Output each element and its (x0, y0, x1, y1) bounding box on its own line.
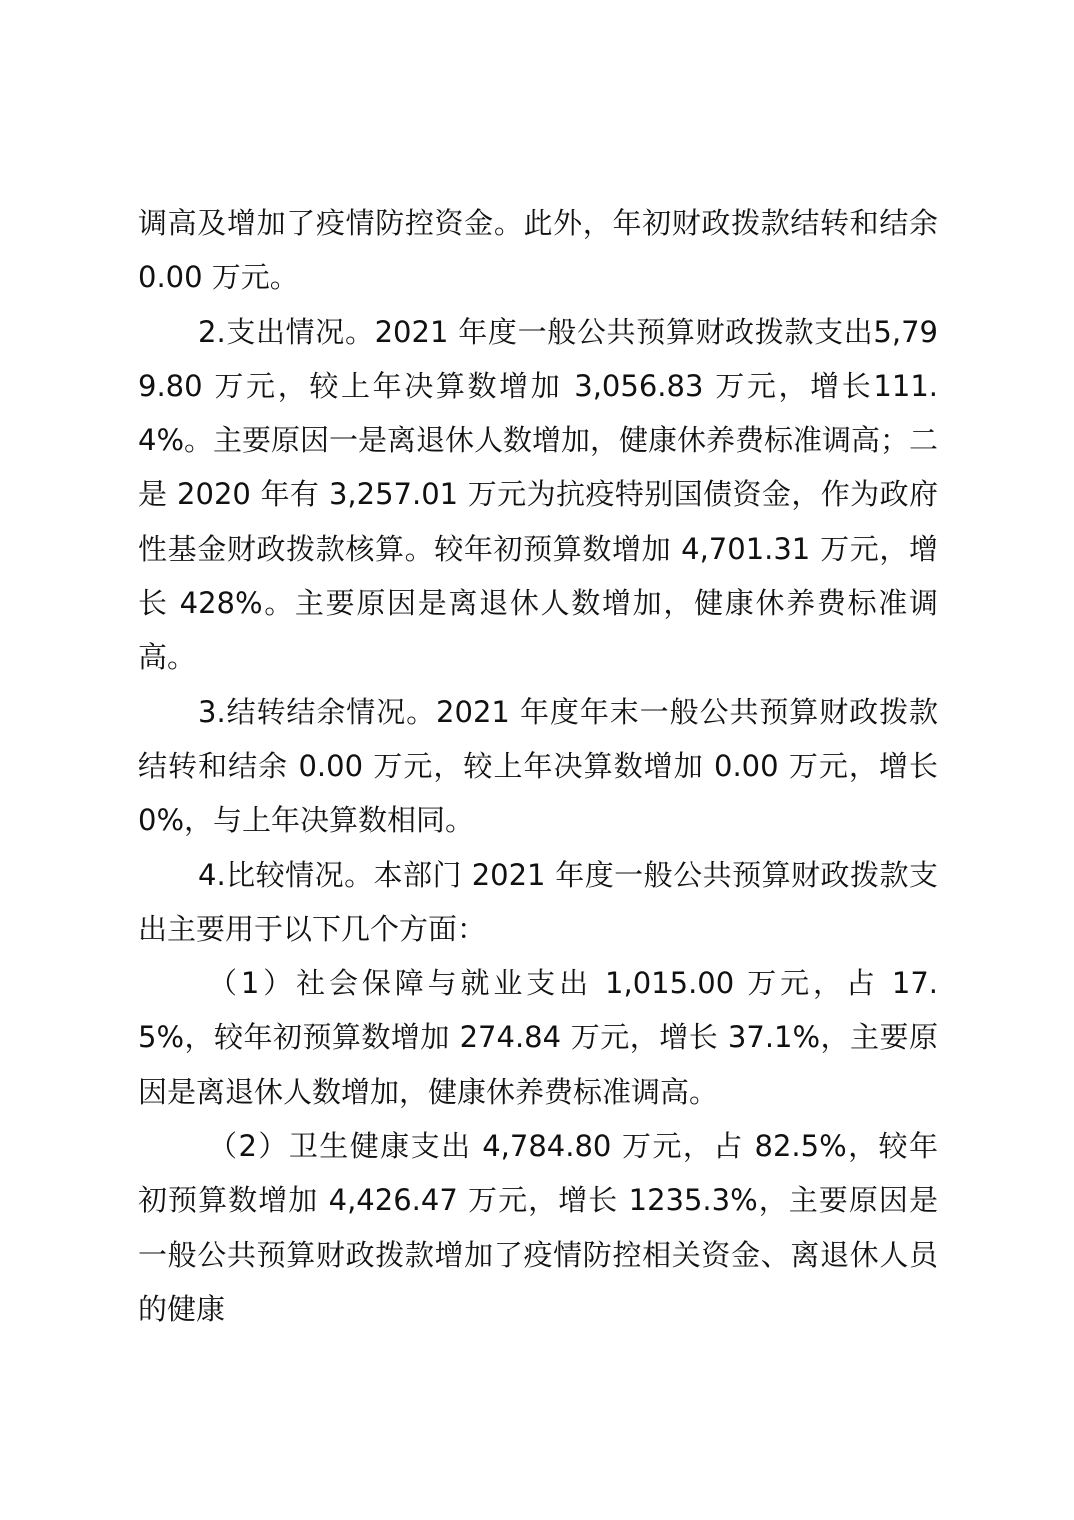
paragraph-funding-continuation: 调高及增加了疫情防控资金。此外，年初财政拨款结转和结余0.00 万元。 (138, 206, 938, 295)
paragraph-comparison: 4.比较情况。本部门 2021 年度一般公共预算财政拨款支出主要用于以下几个方面： (138, 857, 938, 946)
paragraph-carryover: 3.结转结余情况。2021 年度年末一般公共预算财政拨款结转和结余 0.00 万元，较上年决算数增加 0.00 万元，增长0%，与上年决算数相同。 (138, 694, 938, 838)
paragraph-health: （2）卫生健康支出 4,784.80 万元，占 82.5%，较年初预算数增加 4,426.47 万元，增长 1235.3%，主要原因是一般公共预算财政拨款增加了疫情防控相关资金、离退休人员的健康 (138, 1129, 938, 1326)
paragraph-expenditure: 2.支出情况。2021 年度一般公共预算财政拨款支出5,799.80 万元，较上年决算数增加 3,056.83 万元，增长111.4%。主要原因一是离退休人数增加，健康休养费标准调高；二是 2020 年有 3,257.01 万元为抗疫特别国债资金，作为政府性基金财政拨款核算。较年初预算数增加 4,701.31 万元，增长 428%。主要原因是离退休人数增加，健康休养费标准调高。 (138, 314, 939, 675)
paragraph-social-security: （1）社会保障与就业支出 1,015.00 万元，占 17.5%，较年初预算数增加 274.84 万元，增长 37.1%，主要原因是离退休人数增加，健康休养费标准调高。 (138, 966, 938, 1109)
document-body (138, 196, 938, 1336)
